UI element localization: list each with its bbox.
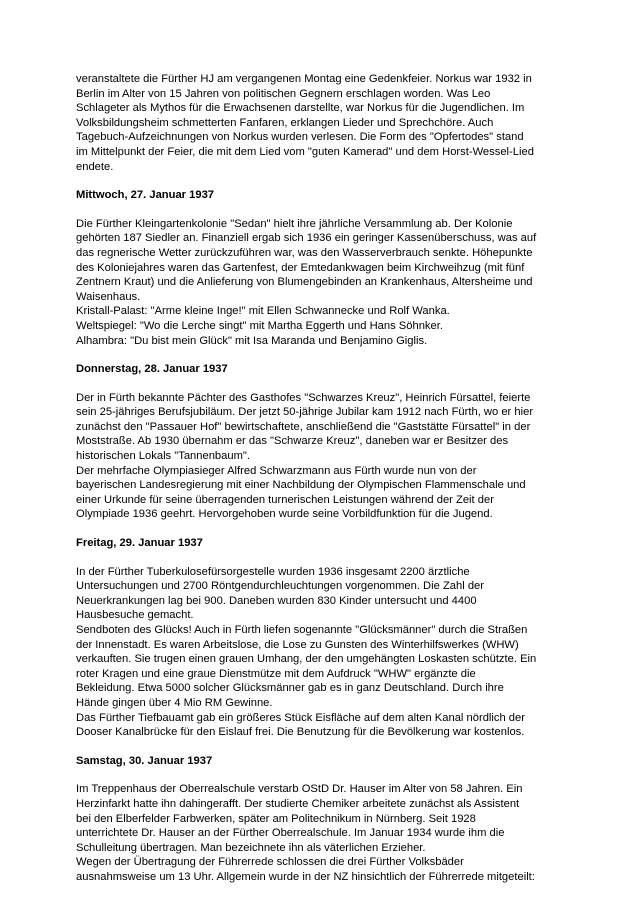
date-heading: Freitag, 29. Januar 1937	[76, 537, 203, 550]
text-line: Der in Fürth bekannte Pächter des Gasthofes "Schwarzes Kreuz", Heinrich Fürsattel, feierte	[76, 391, 531, 404]
text-line: Schlageter als Mythos für die Erwachsenen darstellte, war Norkus für die Jugendlichen. Im	[76, 102, 525, 115]
text-line: zunächst den "Passauer Hof" bewirtschaftete, anschließend die "Gaststätte Fürsattel" in der	[76, 420, 531, 433]
text-line: der Innenstadt. Es waren Arbeitslose, die Lose zu Gunsten des Winterhilfswerkes (WHW)	[76, 638, 519, 651]
text-line: Sendboten des Glücks! Auch in Fürth liefen sogenannte "Glücksmänner" durch die Straßen	[76, 624, 528, 636]
text-line: Dooser Kanalbrücke für den Eislauf frei. Die Benutzung für die Bevölkerung war kostenlos.	[76, 726, 525, 739]
text-line: Olympiade 1936 geehrt. Hervorgehoben wurde seine Vorbildfunktion für die Jugend.	[76, 508, 493, 521]
text-line: ausnahmsweise um 13 Uhr. Allgemein wurde in der NZ hinsichtlich der Führerrede mitgeteilt:	[76, 870, 535, 883]
text-line: unterrichtete Dr. Hauser an der Fürther Oberrealschule. Im Januar 1934 wurde ihm die	[76, 827, 505, 840]
text-line: Alhambra: "Du bist mein Glück" mit Isa Maranda und Benjamino Giglis.	[76, 334, 428, 347]
date-heading: Donnerstag, 28. Januar 1937	[76, 363, 228, 376]
text-line: gehörten 187 Siedler an. Finanziell ergab sich 1936 ein geringer Kassenüberschuss, was auf	[76, 232, 537, 245]
text-line: einer Urkunde für seine überragenden turnerischen Leistungen während der Zeit der	[76, 493, 494, 506]
text-line: Die Fürther Kleingartenkolonie "Sedan" hielt ihre jährliche Versammlung ab. Der Kolonie	[76, 217, 513, 230]
text-line: Hausbesuche gemacht.	[76, 609, 194, 622]
text-line: roter Kragen und eine graue Dienstmütze mit dem Aufdruck "WHW" ergänzte die	[76, 667, 476, 680]
text-line: Neuerkrankungen lag bei 900. Daneben wurden 830 Kinder untersucht und 4400	[76, 594, 477, 607]
text-line: In der Fürther Tuberkulosefürsorgestelle wurden 1936 insgesamt 2200 ärztliche	[76, 565, 470, 578]
text-line: Das Fürther Tiefbauamt gab ein größeres Stück Eisfläche auf dem alten Kanal nördlich der	[76, 711, 525, 724]
text-line: Waisenhaus.	[76, 290, 141, 303]
document-page	[76, 72, 564, 885]
text-line: historischen Lokals "Tannenbaum".	[76, 450, 250, 463]
text-line: Bekleidung. Etwa 5000 solcher Glücksmänner gab es in ganz Deutschland. Durch ihre	[76, 682, 504, 695]
text-line: im Mittelpunkt der Feier, die mit dem Lied vom "guten Kamerad" und dem Horst-Wessel-Lied	[76, 145, 534, 158]
date-heading: Samstag, 30. Januar 1937	[76, 754, 213, 767]
text-line: Wegen der Übertragung der Führerrede schlossen die drei Fürther Volksbäder	[76, 856, 464, 869]
text-line: Tagebuch-Aufzeichnungen von Norkus wurden verlesen. Die Form des "Opfertodes" stand	[76, 131, 524, 144]
section-paragraph	[76, 782, 564, 884]
text-line: Schulleitung übertragen. Man bezeichnete ihn als väterlichen Erzieher.	[76, 841, 426, 854]
text-line: Herzinfarkt hatte ihn dahingerafft. Der studierte Chemiker arbeitete zunächst als Assistent	[76, 797, 520, 810]
text-line: Untersuchungen und 2700 Röntgendurchleuchtungen vorgenommen. Die Zahl der	[76, 580, 484, 593]
text-line: Volksbildungsheim schmetterten Fanfaren, erklangen Lieder und Sprechchöre. Auch	[76, 116, 494, 129]
text-line: Der mehrfache Olympiasieger Alfred Schwarzmann aus Fürth wurde nun von der	[76, 464, 477, 477]
date-heading: Mittwoch, 27. Januar 1937	[76, 189, 215, 202]
section-paragraph	[76, 391, 564, 522]
text-line: veranstaltete die Fürther HJ am vergangenen Montag eine Gedenkfeier. Norkus war 1932 in	[76, 73, 532, 85]
text-line: des Koloniejahres waren das Gartenfest, der Emtedankwagen beim Kirchweihzug (mit fünf	[76, 261, 525, 274]
text-line: Moststraße. Ab 1930 übernahm er das "Schwarze Kreuz", daneben war er Besitzer des	[76, 435, 509, 448]
text-line: bayerischen Landesregierung mit einer Nachbildung der Olympischen Flammenschale und	[76, 479, 526, 492]
text-line: sein 25-jähriges Berufsjubiläum. Der jetzt 50-jährige Jubilar kam 1912 nach Fürth, wo er hier	[76, 406, 534, 419]
text-line: Weltspiegel: "Wo die Lerche singt" mit Martha Eggerth und Hans Söhnker.	[76, 319, 443, 332]
intro-paragraph	[76, 72, 564, 174]
section-paragraph	[76, 565, 564, 740]
section-paragraph	[76, 217, 564, 348]
text-line: Kristall-Palast: "Arme kleine Inge!" mit Ellen Schwannecke und Rolf Wanka.	[76, 305, 450, 318]
text-line: verkauften. Sie trugen einen grauen Umhang, der den umgehängten Loskasten schützte. Ein	[76, 653, 537, 666]
text-line: endete.	[76, 160, 114, 173]
text-line: Im Treppenhaus der Oberrealschule verstarb OStD Dr. Hauser im Alter von 58 Jahren. Ein	[76, 783, 523, 796]
text-line: das regnerische Wetter zurückzuführen war, was den Wasserverbrauch senkte. Höhepunkte	[76, 246, 533, 259]
text-line: Berlin im Alter von 15 Jahren von politischen Gegnern erschlagen worden. Was Leo	[76, 87, 491, 100]
text-line: Zentnern Kraut) und die Anlieferung von Blumengebinden an Krankenhaus, Altersheime und	[76, 276, 533, 289]
text-line: bei den Elberfelder Farbwerken, später am Politechnikum in Nürnberg. Seit 1928	[76, 812, 476, 825]
text-line: Hände gingen über 4 Mio RM Gewinne.	[76, 696, 273, 709]
